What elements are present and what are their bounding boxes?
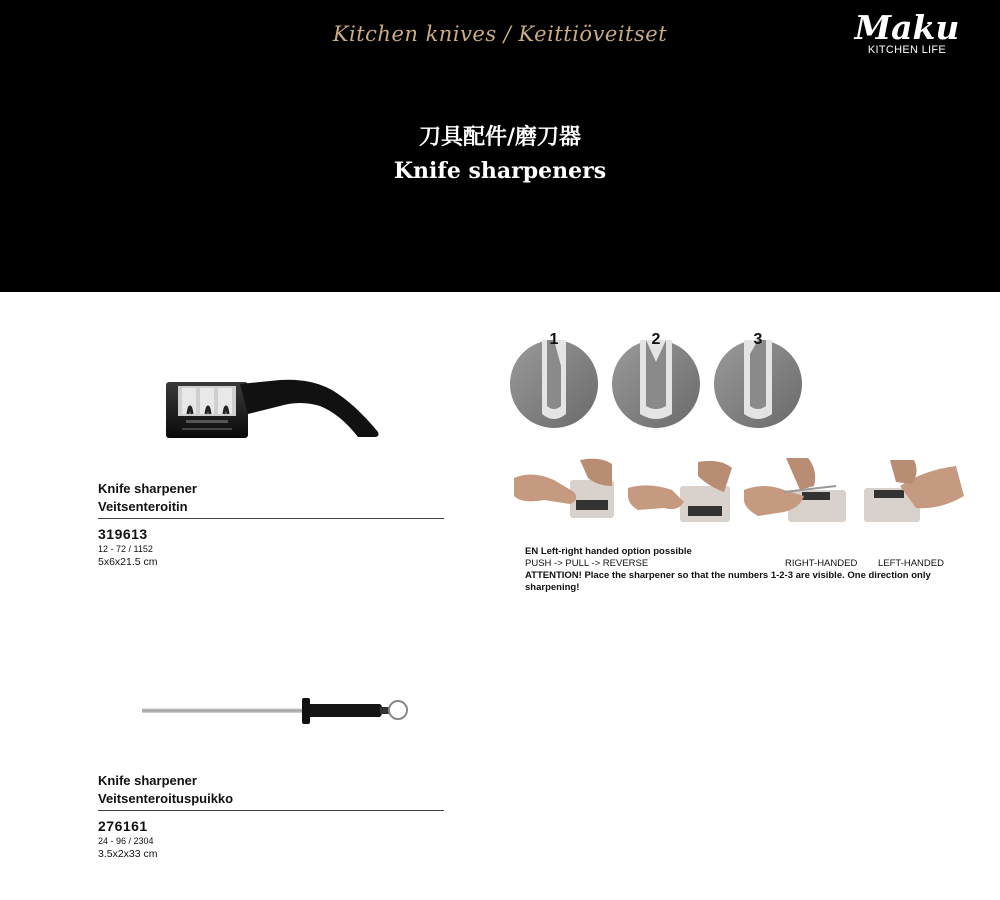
logo-word: Maku	[854, 8, 960, 47]
logo-tagline: KITCHEN LIFE	[867, 44, 947, 56]
product-code: 319613	[98, 526, 148, 542]
stage-label: 2	[651, 331, 661, 348]
stage-label: 1	[549, 331, 559, 348]
sharpening-steel-icon	[140, 696, 412, 726]
right-handed-label: RIGHT-HANDED	[785, 558, 858, 569]
instructions-heading: EN Left-right handed option possible	[525, 546, 692, 557]
packing-info: 24 - 96 / 2304	[98, 836, 154, 846]
stage-label: 3	[753, 331, 763, 348]
product-name-fi: Veitsenteroitin	[98, 499, 188, 514]
category-title-en: Knife sharpeners	[393, 158, 607, 184]
category-title-cn: 刀具配件/磨刀器	[418, 125, 582, 150]
product-card-319613	[98, 480, 444, 569]
instructions-steps: PUSH -> PULL -> REVERSE	[525, 558, 649, 569]
instructions-steps-row	[525, 558, 945, 570]
packing-info: 12 - 72 / 1152	[98, 544, 153, 554]
usage-photo-1	[514, 456, 616, 522]
stage-1-icon	[510, 340, 598, 428]
stage-2-icon	[612, 340, 700, 428]
product-card-276161	[98, 772, 444, 861]
stage-3-icon	[714, 340, 802, 428]
product-name-fi: Veitsenteroituspuikko	[98, 791, 234, 806]
product-name: Knife sharpener	[98, 773, 197, 788]
product-name: Knife sharpener	[98, 481, 197, 496]
usage-photo-4	[860, 456, 966, 526]
series-title: Kitchen knives / Keittiöveitset	[332, 22, 668, 46]
usage-instructions	[525, 546, 945, 594]
divider	[98, 810, 444, 811]
knife-sharpener-icon	[160, 374, 385, 442]
left-handed-label: LEFT-HANDED	[878, 558, 944, 569]
usage-photo-2	[628, 456, 734, 526]
product-size: 5x6x21.5 cm	[98, 556, 158, 568]
product-size: 3.5x2x33 cm	[98, 848, 158, 860]
attention-note: ATTENTION! Place the sharpener so that the numbers 1-2-3 are visible. One direction only sharpening!	[525, 570, 931, 593]
brand-logo	[852, 10, 962, 56]
divider	[98, 518, 444, 519]
sharpening-stages-diagram	[506, 326, 806, 431]
product-code: 276161	[98, 818, 148, 834]
usage-photo-3	[744, 456, 850, 526]
